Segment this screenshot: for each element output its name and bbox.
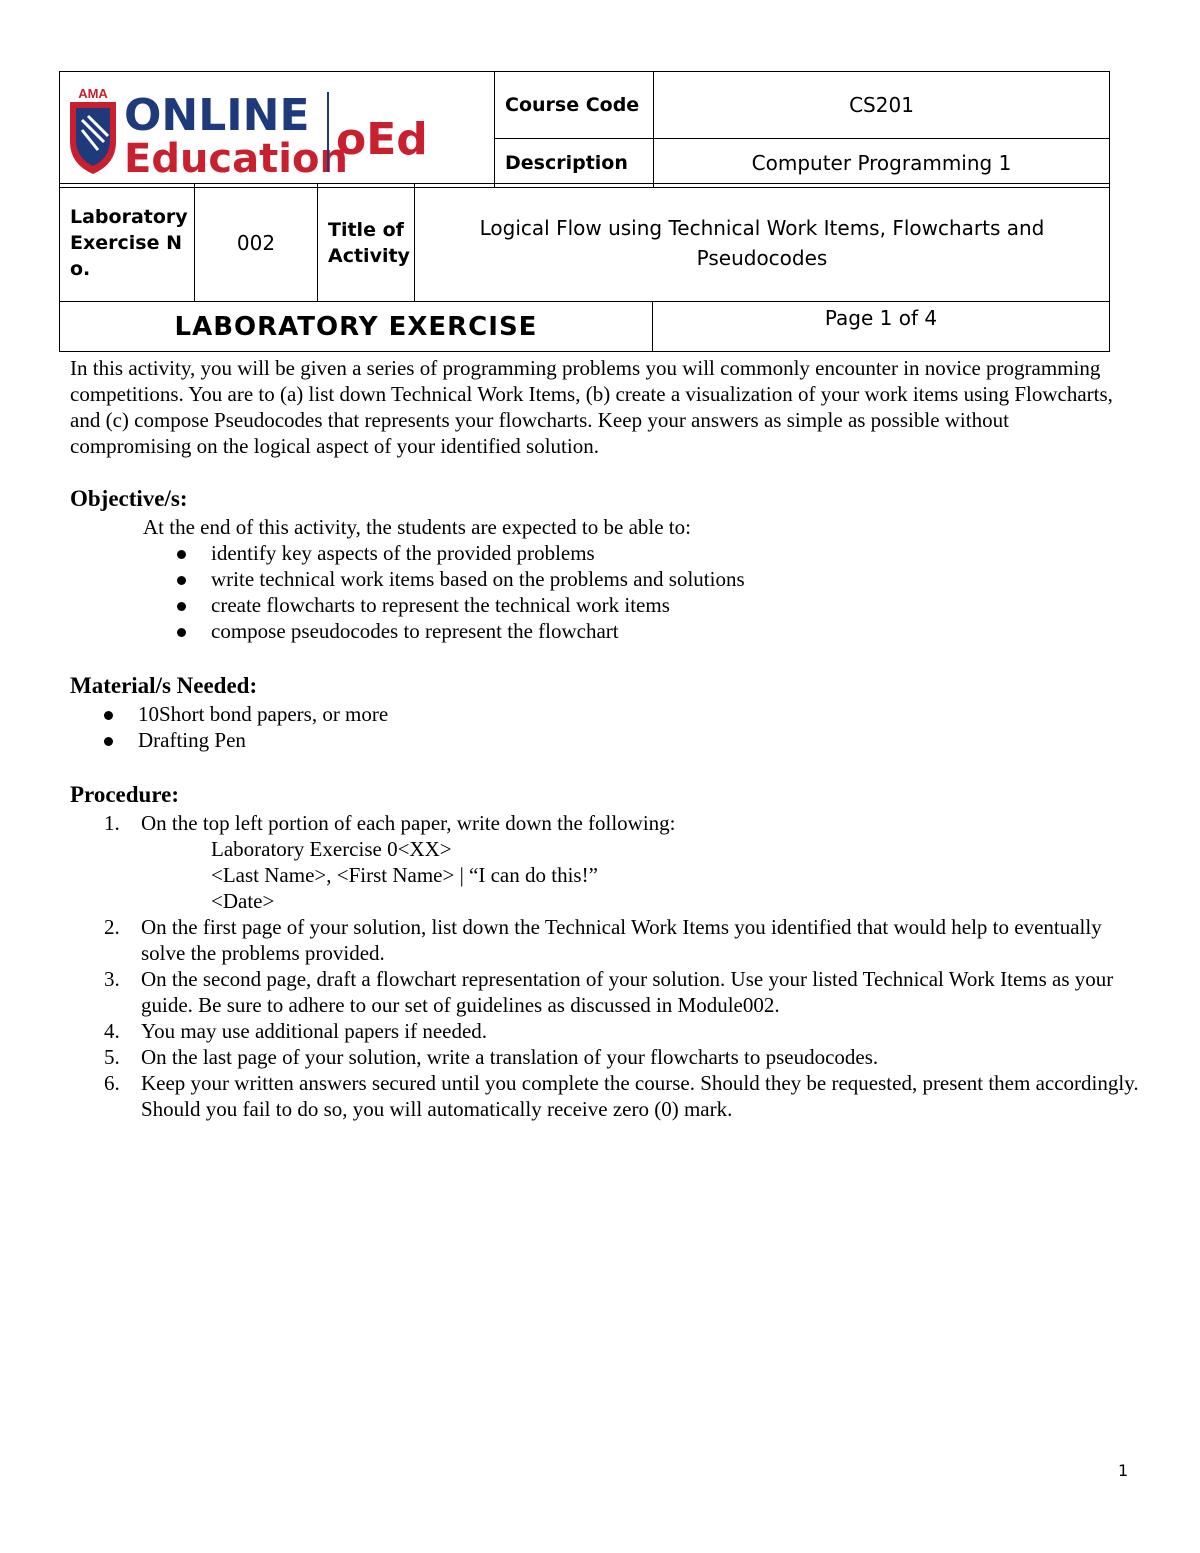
lab-number-label: Laboratory Exercise No. — [60, 184, 195, 302]
bullet-icon — [104, 711, 113, 720]
procedure-step: 2. On the first page of your solution, list down the Technical Work Items you identified that would help to eventually solve the problems provided. — [104, 915, 1102, 965]
objectives-heading: Objective/s: — [70, 486, 188, 511]
svg-text:Education: Education — [124, 136, 348, 182]
lab-exercise-banner: LABORATORY EXERCISE — [60, 302, 653, 352]
list-item: compose pseudocodes to represent the flowchart — [143, 618, 745, 644]
objectives-lead: At the end of this activity, the students are expected to be able to: — [143, 515, 691, 539]
materials-heading: Material/s Needed: — [70, 673, 258, 698]
list-item: write technical work items based on the problems and solutions — [143, 566, 745, 592]
materials-list — [70, 701, 388, 753]
header-table-activity — [59, 183, 1110, 302]
procedure-step: 1. On the top left portion of each paper, write down the following: Laboratory Exercise 0<XX> <Last Name>, <First Name> | “I can do this!” <Date> — [70, 810, 1140, 914]
procedure-step: 5. On the last page of your solution, write a translation of your flowcharts to pseudocodes. — [104, 1045, 879, 1069]
procedure-step: 4. You may use additional papers if needed. — [104, 1019, 488, 1043]
header-table-course — [59, 71, 1110, 188]
bullet-icon — [177, 628, 186, 637]
description-label: Description — [495, 138, 654, 187]
activity-title-value: Logical Flow using Technical Work Items, Flowcharts and Pseudocodes — [415, 184, 1110, 302]
svg-text:AMA: AMA — [78, 86, 108, 101]
header-table-banner — [59, 301, 1110, 352]
ama-online-education-logo — [60, 72, 494, 182]
sub-line: <Last Name>, <First Name> | “I can do this!” — [211, 863, 598, 887]
procedure-step: 3. On the second page, draft a flowchart representation of your solution. Use your listed Technical Work Items as your guide. Be sure to adhere to our set of guidelines as discussed in Module002. — [104, 967, 1114, 1017]
lab-number-value: 002 — [195, 184, 318, 302]
svg-text:ONLINE: ONLINE — [124, 90, 310, 141]
list-item: Drafting Pen — [70, 727, 388, 753]
bullet-icon — [177, 602, 186, 611]
activity-title-label: Title of Activity — [318, 184, 415, 302]
list-item: identify key aspects of the provided problems — [143, 540, 745, 566]
ama-shield-icon — [70, 86, 116, 174]
logo-cell — [60, 72, 495, 188]
objectives-list — [143, 540, 745, 644]
sub-line: <Date> — [211, 889, 275, 913]
list-item: create flowcharts to represent the technical work items — [143, 592, 745, 618]
course-code-label: Course Code — [495, 72, 654, 139]
course-code-value: CS201 — [654, 72, 1110, 139]
bullet-icon — [177, 550, 186, 559]
list-item: 10Short bond papers, or more — [70, 701, 388, 727]
description-value: Computer Programming 1 — [654, 138, 1110, 187]
bullet-icon — [177, 576, 186, 585]
bullet-icon — [104, 737, 113, 746]
intro-paragraph: In this activity, you will be given a series of programming problems you will commonly encounter in novice programming competitions. You are to (a) list down Technical Work Items, (b) create a visualization of your work items using Flowcharts, and (c) compose Pseudocodes that represents your flowcharts. Keep your answers as simple as possible without compromising on the logical aspect of your identified solution. — [70, 356, 1113, 458]
footer-page-number: 1 — [1118, 1461, 1129, 1480]
procedure-step: 6. Keep your written answers secured until you complete the course. Should they be requested, present them accordingly. Should you fail to do so, you will automatically receive zero (0) mark. — [104, 1071, 1139, 1121]
procedure-list — [70, 810, 1140, 1122]
sub-line: Laboratory Exercise 0<XX> — [211, 837, 452, 861]
procedure-heading: Procedure: — [70, 782, 180, 807]
svg-text:oEd: oEd — [336, 114, 428, 165]
page-info: Page 1 of 4 — [653, 302, 1110, 352]
